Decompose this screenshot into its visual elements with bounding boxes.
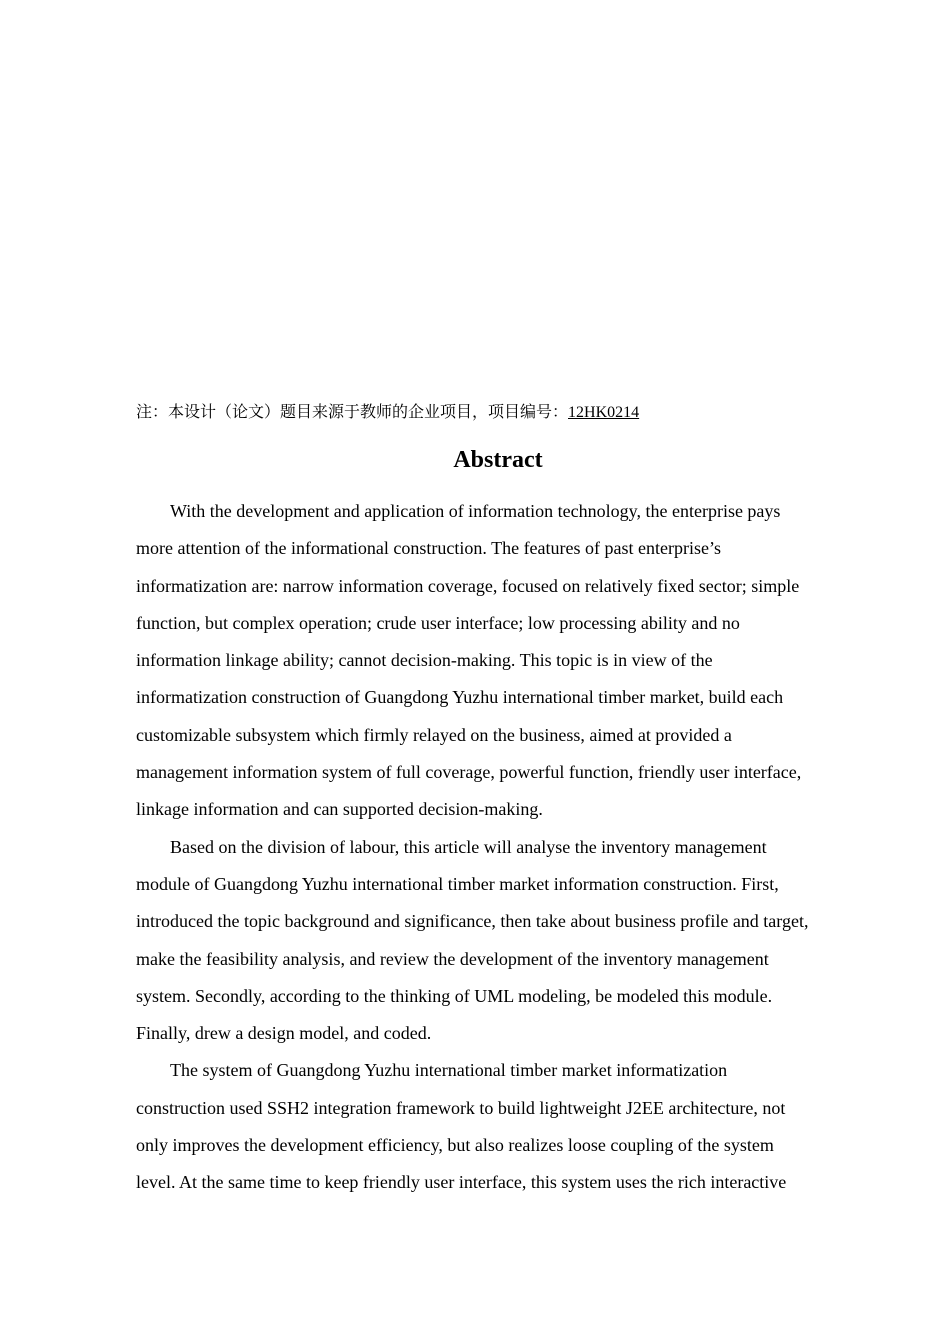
project-code: 12HK0214	[568, 404, 640, 421]
abstract-paragraph-2: Based on the division of labour, this article will analyse the inventory management module of Guangdong Yuzhu international timber market information construction. First, introduced the topic background and significance, then take about business profile and target, make the feasibility analysis, and review the development of the inventory management system. Secondly, according to the thinking of UML modeling, be modeled this module. Finally, drew a design model, and coded.	[136, 836, 809, 1044]
abstract-title: Abstract	[453, 447, 543, 473]
abstract-paragraph-3: The system of Guangdong Yuzhu international timber market informatization construction used SSH2 integration framework to build lightweight J2EE architecture, not only improves the development efficiency, but also realizes loose coupling of the system level. At the same time to keep friendly user interface, this system uses the rich interactive	[136, 1060, 787, 1193]
project-source-note	[136, 401, 856, 425]
abstract-paragraph-1: With the development and application of information technology, the enterprise pays more attention of the informational construction. The features of past enterprise’s informatization are: narrow information coverage, focused on relatively fixed sector; simple function, but complex operation; crude user interface; low processing ability and no information linkage ability; cannot decision-making. This topic is in view of the informatization construction of Guangdong Yuzhu international timber market, build each customizable subsystem which firmly relayed on the business, aimed at provided a management information system of full coverage, powerful function, friendly user interface, linkage information and can supported decision-making.	[136, 501, 802, 820]
note-text: 注：本设计（论文）题目来源于教师的企业项目，项目编号：	[136, 404, 569, 421]
abstract-body	[136, 493, 852, 1202]
